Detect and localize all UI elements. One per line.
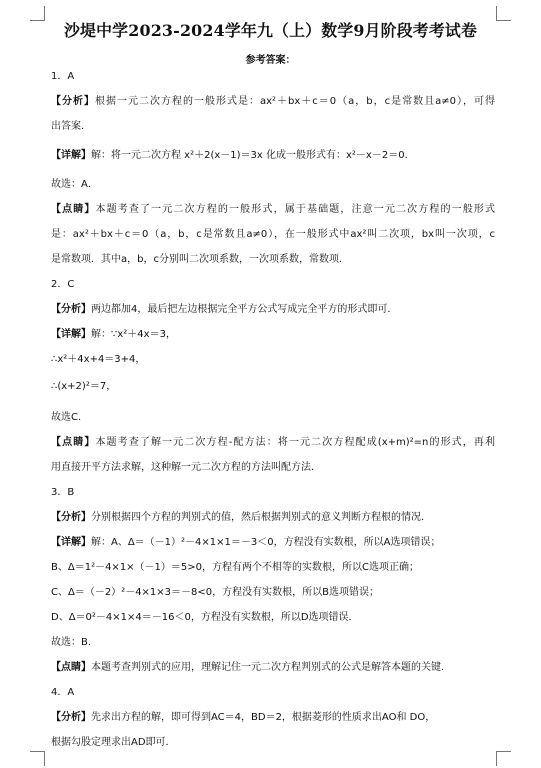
q3-number: 3．B [51,487,75,498]
analysis-tag: 【分析】 [51,304,91,315]
q1-comment [51,203,495,217]
q1-number: 1．A [51,71,75,82]
q3-comment-text-1: 本题考查判别式的应用，理解记住一元二次方程判别式的公式是解答本题的关键． [91,662,451,673]
q1-analysis-cont: 出答案． [51,121,91,132]
q3-line-b: B、Δ＝1²－4×1×（－1）＝5>0，方程有两个不相等的实数根，所以C选项正确； [51,562,420,573]
q3-comment [51,661,451,675]
q2-number: 2．C [51,279,75,290]
analysis-tag: 【分析】 [51,712,91,723]
q2-detail [51,328,176,342]
document-title: 沙堤中学2023-2024学年九（上）数学9月阶段考考试卷 [63,21,478,40]
q1-analysis [51,95,495,109]
q2-analysis [51,303,397,317]
q4-analysis-text: 先求出方程的解，即可得到AC＝4，BD＝2，根据菱形的性质求出AO和 DO， [91,712,436,723]
q2-detail-text: 解：∵x²＋4x＝3， [91,329,176,340]
answer-key-heading: 参考答案： [245,55,296,66]
detail-tag: 【详解】 [51,150,91,161]
q3-analysis-text: 分别根据四个方程的判别式的值，然后根据判别式的意义判断方程根的情况． [91,512,431,523]
q3-choice: 故选：B． [51,637,98,648]
q4-number: 4．A [51,687,75,698]
q1-comment-text-1: 本题考查了一元二次方程的一般形式，属于基础题，注意一元二次方程的一般形式 [95,204,496,215]
q3-detail-text: 解：A、Δ＝（－1）²－4×1×1＝－3＜0，方程没有实数根，所以A选项错误； [91,537,441,548]
q3-line-c: C、Δ＝（－2）²－4×1×3＝－8<0，方程没有实数根，所以B选项错误； [51,587,380,598]
q2-comment [51,436,495,450]
crop-mark-bottom-left [30,751,45,766]
q2-comment-line-2: 用直接开平方法求解，这种解一元二次方程的方法叫配方法． [51,462,321,473]
comment-tag: 【点睛】 [51,437,96,448]
q2-step-1: ∴x²＋4x+4＝3+4， [51,354,146,365]
q1-detail [51,149,415,163]
q3-line-d: D、Δ＝0²－4×1×4＝－16＜0，方程没有实数根，所以D选项错误． [51,612,359,623]
comment-tag: 【点睛】 [51,662,91,673]
q4-analysis-cont: 根据勾股定理求出AD即可． [51,737,176,748]
q1-comment-line-3: 是常数项．其中a，b，c分别叫二次项系数，一次项系数，常数项． [51,254,349,265]
analysis-tag: 【分析】 [51,96,95,107]
q2-step-2: ∴(x+2)²＝7， [51,381,117,392]
comment-tag: 【点睛】 [51,204,96,215]
crop-mark-bottom-right [496,751,511,766]
q1-detail-text: 解：将一元二次方程 x²＋2(x－1)＝3x 化成一般形式有：x²－x－2＝0． [91,150,415,161]
q1-choice: 故选：A． [51,179,98,190]
analysis-tag: 【分析】 [51,512,91,523]
q2-comment-text-1: 本题考查了解一元二次方程-配方法：将一元二次方程配成(x+m)²=n的形式，再利 [95,437,496,448]
q3-analysis [51,511,431,525]
q1-analysis-text: 根据一元二次方程的一般形式是：ax²＋bx＋c＝0（a，b，c是常数且a≠0），可得 [95,96,495,107]
q2-analysis-text: 两边都加4，最后把左边根据完全平方公式写成完全平方的形式即可． [91,304,398,315]
detail-tag: 【详解】 [51,537,91,548]
q3-detail [51,536,440,550]
q4-analysis [51,711,435,725]
q1-comment-line-2: 是：ax²＋bx＋c＝0（a，b，c是常数且a≠0），在一般形式中ax²叫二次项，bx叫一次项，c [51,229,495,240]
q2-choice: 故选C． [51,412,88,423]
detail-tag: 【详解】 [51,329,91,340]
